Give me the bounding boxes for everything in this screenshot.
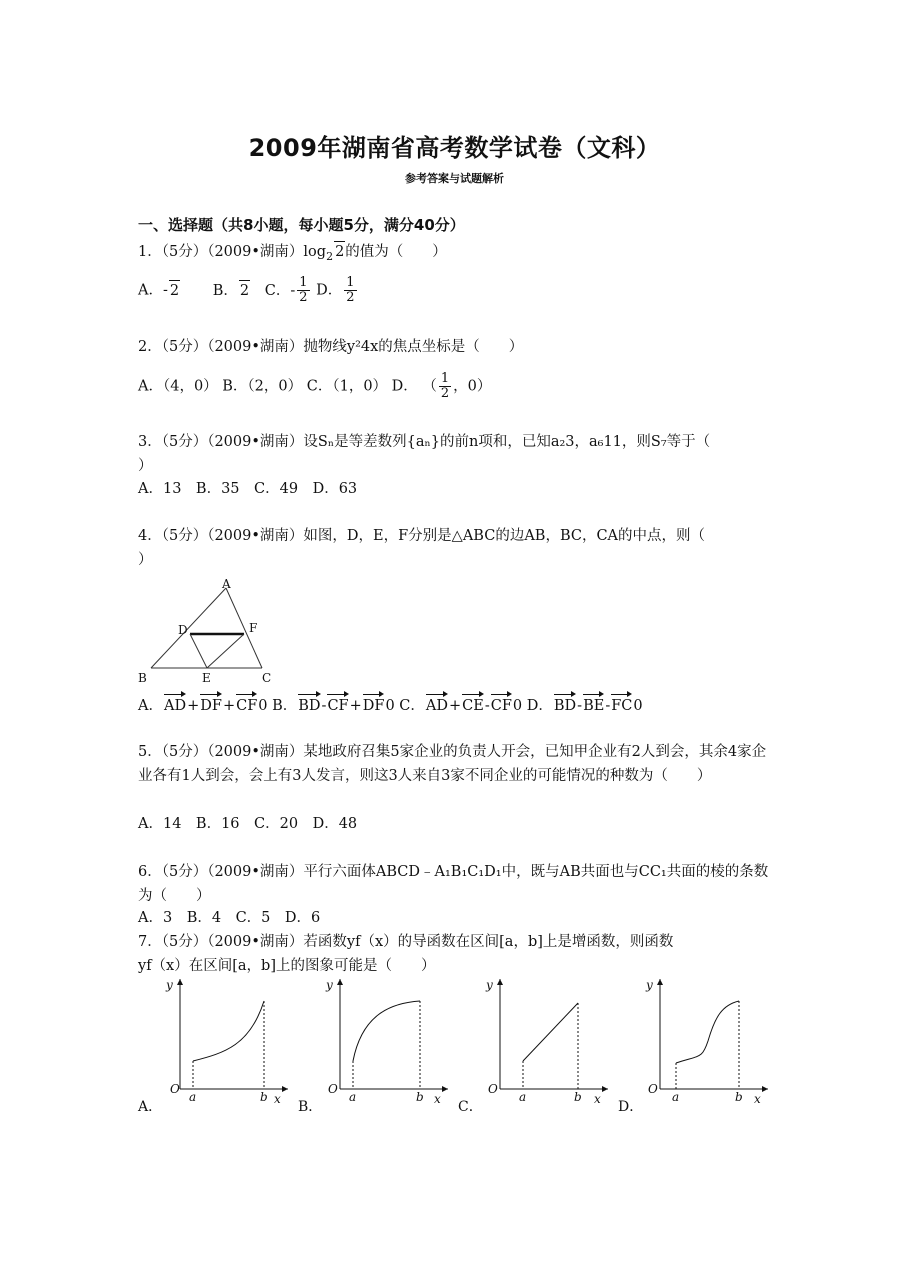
svg-text:x: x — [434, 1092, 441, 1106]
label-C: C — [262, 671, 272, 685]
svg-text:y: y — [166, 978, 173, 992]
svg-text:a: a — [349, 1090, 357, 1104]
svg-text:O: O — [648, 1082, 658, 1096]
svg-text:y: y — [486, 978, 493, 992]
svg-text:x: x — [274, 1092, 281, 1106]
question-3: 3．（5分）（2009•湖南）设Sₙ是等差数列{aₙ}的前n项和，已知a₂3，a₆11，则S₇等于（ — [138, 434, 711, 450]
svg-text:y: y — [646, 978, 653, 992]
svg-text:b: b — [416, 1090, 424, 1104]
svg-text:a: a — [672, 1090, 680, 1104]
question-4-cont: ） — [138, 552, 153, 568]
question-2: 2．（5分）（2009•湖南）抛物线y²4x的焦点坐标是（ ） — [138, 339, 524, 355]
page-subtitle: 参考答案与试题解析 — [405, 172, 504, 185]
svg-text:b: b — [574, 1090, 582, 1104]
svg-text:a: a — [519, 1090, 527, 1104]
svg-text:y: y — [326, 978, 333, 992]
svg-text:b: b — [260, 1090, 268, 1104]
graph-d-label: D． — [618, 1099, 644, 1115]
label-E: E — [202, 671, 211, 685]
svg-text:b: b — [735, 1090, 743, 1104]
question-4-options: A．AD+DF+CF0 B．BD-CF+DF0 C．AD+CE-CF0 D．BD-BE-FC0 — [138, 698, 643, 714]
question-1-options: A．- 2 B． 2 C．- $\frac{1}{2}$ D． $\frac{1}{2}$ — [138, 275, 355, 305]
svg-text:O: O — [170, 1082, 180, 1096]
question-3-options: A．13 B．35 C．49 D．63 — [138, 481, 358, 497]
graph-b-label: B． — [298, 1099, 323, 1115]
triangle-figure — [136, 576, 286, 688]
question-7: 7．（5分）（2009•湖南）若函数yf（x）的导函数在区间[a，b]上是增函数，则函数 — [138, 934, 674, 950]
svg-text:O: O — [328, 1082, 338, 1096]
label-A: A — [222, 577, 231, 591]
question-3-cont: ） — [138, 458, 153, 474]
question-7-cont: yf（x）在区间[a，b]上的图象可能是（ ） — [138, 958, 436, 974]
svg-text:a: a — [189, 1090, 197, 1104]
label-F: F — [249, 621, 258, 635]
graph-options — [130, 975, 780, 1120]
label-B: B — [138, 671, 147, 685]
graph-c-label: C． — [458, 1099, 483, 1115]
question-2-options: A．（4，0） B．（2，0） C．（1，0） D． （ $\frac{1}{2}$ ，0） — [138, 371, 492, 401]
question-5: 5．（5分）（2009•湖南）某地政府召集5家企业的负责人开会，已知甲企业有2人到会，其余4家企业各有1人到会，会上有3人发言，则这3人来自3家不同企业的可能情况的种数为（ ） — [138, 744, 767, 784]
svg-text:x: x — [754, 1092, 761, 1106]
question-6-options: A．3 B．4 C．5 D．6 — [138, 910, 321, 926]
label-D: D — [178, 623, 188, 637]
svg-text:O: O — [488, 1082, 498, 1096]
question-1: 1．（5分）（2009•湖南）$\log_2$ 2的值为（ ） — [138, 241, 447, 267]
svg-text:x: x — [594, 1092, 601, 1106]
graph-a-label: A． — [138, 1099, 163, 1115]
question-4: 4．（5分）（2009•湖南）如图，D，E，F分别是△ABC的边AB，BC，CA的中点，则（ — [138, 528, 706, 544]
question-6: 6．（5分）（2009•湖南）平行六面体ABCD﹣A₁B₁C₁D₁中，既与AB共面也与CC₁共面的棱的条数为（ ） — [138, 864, 769, 904]
question-5-options: A．14 B．16 C．20 D．48 — [138, 816, 358, 832]
page-title: 2009年湖南省高考数学试卷（文科） — [248, 134, 661, 162]
section-heading: 一、选择题（共8小题，每小题5分，满分40分） — [138, 216, 465, 234]
